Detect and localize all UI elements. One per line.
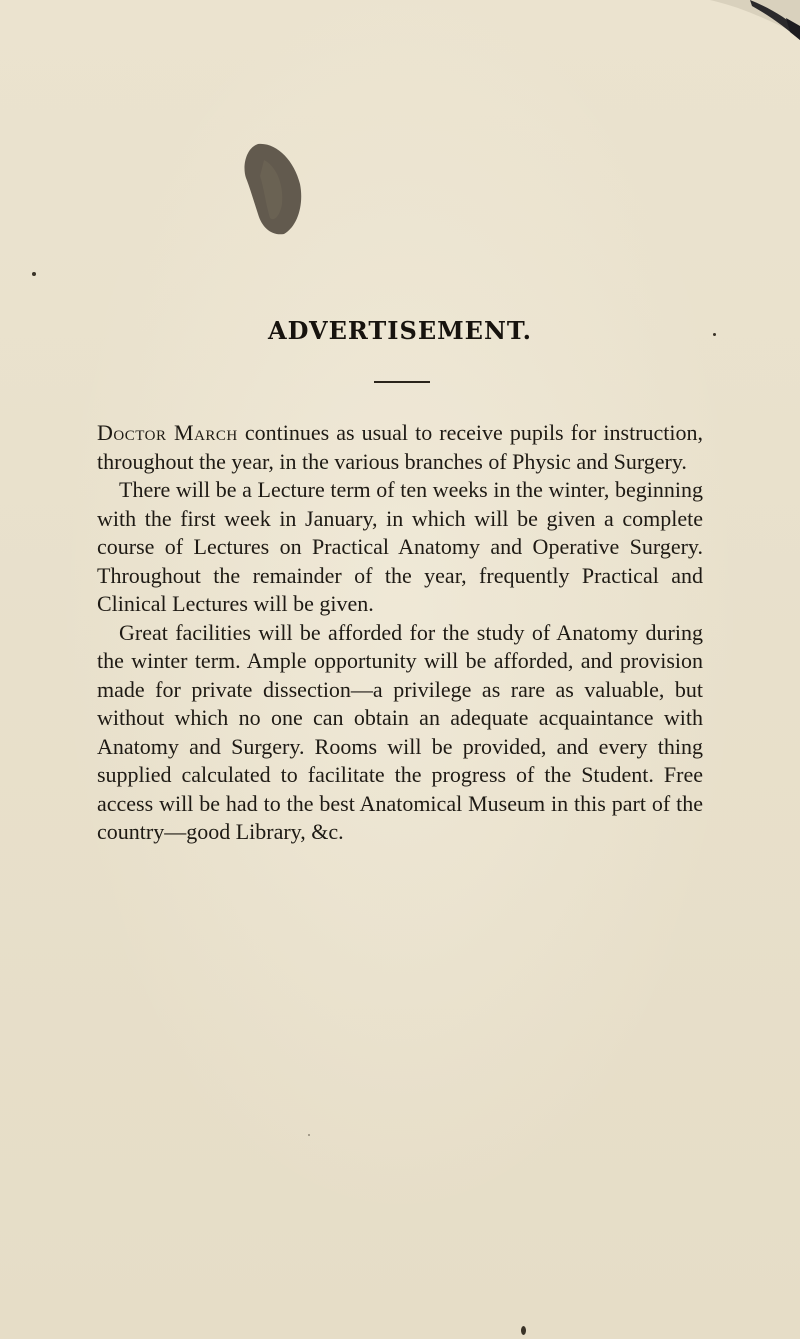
speck xyxy=(521,1326,526,1335)
page-title: ADVERTISEMENT. xyxy=(267,316,533,346)
advertisement-text xyxy=(97,419,703,847)
speck xyxy=(32,272,36,276)
speck xyxy=(308,1134,310,1136)
paragraph-text: Great facilities will be afforded for the study of Anatomy during the winter term. Ample opportunity will be afforded, and provision made for private dissection—a privilege as rare as valuable, but without which no one can obtain an adequate acquaintance with Anatomy and Surgery. Rooms will be provided, and every thing supplied calculated to facilitate the progress of the Student. Free access will be had to the best Anatomical Museum in this part of the country—good Library, &c. xyxy=(97,619,703,844)
paragraph-text: There will be a Lecture term of ten weeks in the winter, beginning with the first week in January, in which will be given a complete course of Lectures on Practical Anatomy and Operative Surgery. Throughout the remainder of the year, frequently Practical and Clinical Lectures will be given. xyxy=(97,477,703,616)
paragraph xyxy=(97,419,703,476)
paragraph xyxy=(97,619,703,847)
divider xyxy=(374,381,430,383)
torn-corner xyxy=(690,0,800,40)
doctor-name: Doctor March xyxy=(97,420,238,445)
ink-blot xyxy=(228,140,308,236)
paragraph-text: continues as usual to receive pupils for instruction, throughout the year, in the various branches of Physic and Surgery. xyxy=(97,420,703,474)
paragraph xyxy=(97,476,703,619)
